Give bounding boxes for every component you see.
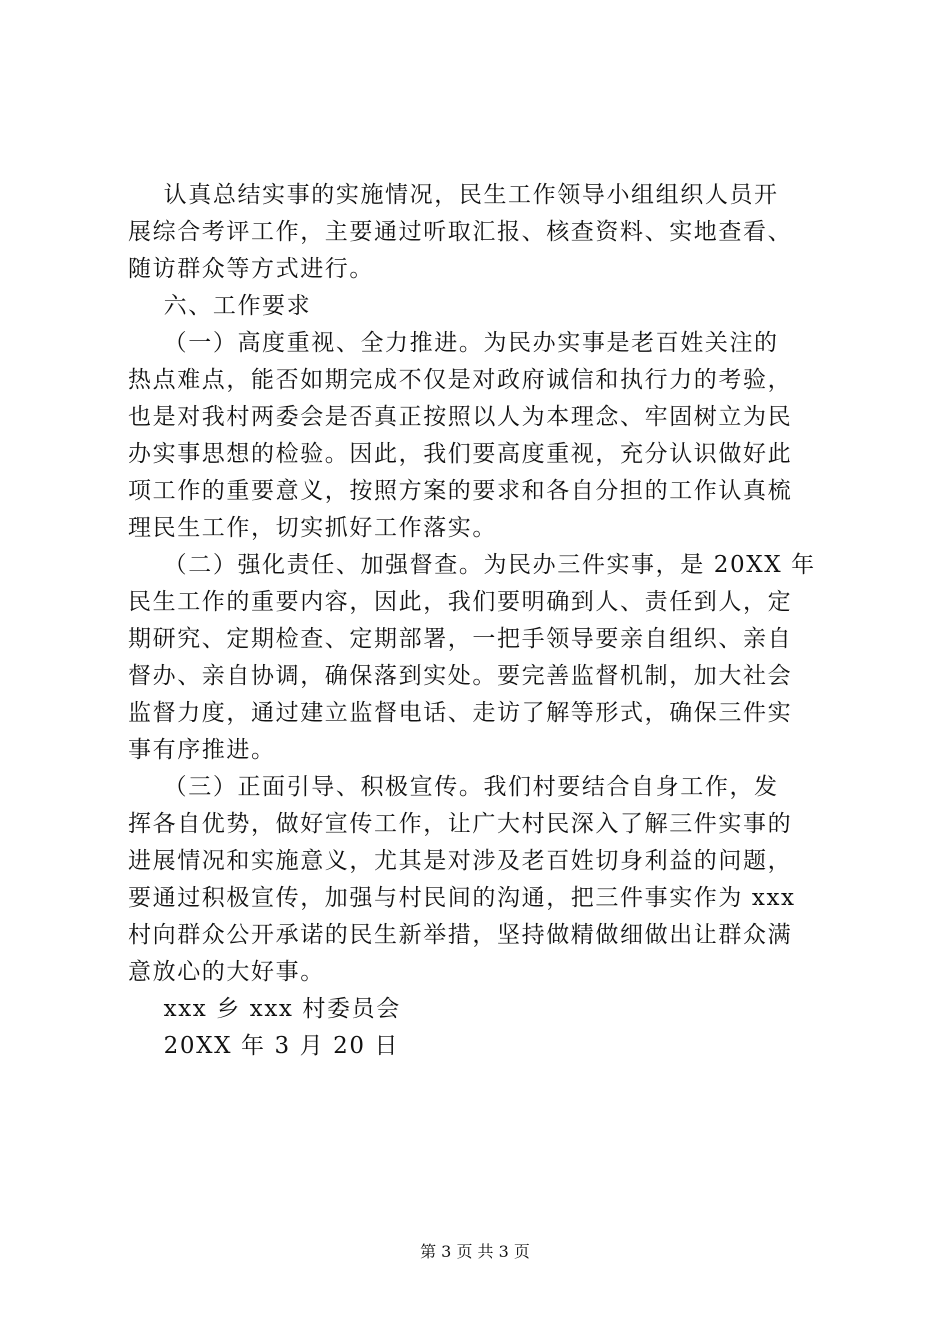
text-line: 热点难点，能否如期完成不仅是对政府诚信和执行力的考验， (128, 367, 793, 393)
text-line: 进展情况和实施意义，尤其是对涉及老百姓切身利益的问题， (128, 848, 793, 874)
text-line: 期研究、定期检查、定期部署，一把手领导要亲自组织、亲自 (128, 626, 793, 652)
text-line: 展综合考评工作，主要通过听取汇报、核查资料、实地查看、 (128, 219, 793, 245)
text-line: 意放心的大好事。 (128, 959, 325, 985)
text-line: 理民生工作，切实抓好工作落实。 (128, 515, 497, 541)
text-line: 要通过积极宣传，加强与村民间的沟通，把三件事实作为 xxx (128, 885, 796, 911)
text-line: 认真总结实事的实施情况，民生工作领导小组组织人员开 (128, 182, 779, 208)
text-line: （三）正面引导、积极宣传。我们村要结合自身工作，发 (128, 774, 779, 800)
text-line: 项工作的重要意义，按照方案的要求和各自分担的工作认真梳 (128, 478, 793, 504)
text-line: 村向群众公开承诺的民生新举措，坚持做精做细做出让群众满 (128, 922, 793, 948)
text-line: （一）高度重视、全力推进。为民办实事是老百姓关注的 (128, 330, 779, 356)
page-number-footer: 第 3 页 共 3 页 (420, 1242, 530, 1261)
text-line: 也是对我村两委会是否真正按照以人为本理念、牢固树立为民 (128, 404, 793, 430)
text-line: 民生工作的重要内容，因此，我们要明确到人、责任到人，定 (128, 589, 793, 615)
text-line: 随访群众等方式进行。 (128, 256, 374, 282)
text-line: 督办、亲自协调，确保落到实处。要完善监督机制，加大社会 (128, 663, 793, 689)
document-body (128, 177, 833, 1065)
signature-organization: xxx 乡 xxx 村委员会 (128, 996, 401, 1022)
section-heading: 六、工作要求 (128, 293, 312, 319)
text-line: （二）强化责任、加强督查。为民办三件实事，是 20XX 年 (128, 552, 816, 578)
text-line: 监督力度，通过建立监督电话、走访了解等形式，确保三件实 (128, 700, 793, 726)
text-line: 事有序推进。 (128, 737, 276, 763)
signature-date: 20XX 年 3 月 20 日 (128, 1033, 400, 1059)
text-line: 挥各自优势，做好宣传工作，让广大村民深入了解三件实事的 (128, 811, 793, 837)
text-line: 办实事思想的检验。因此，我们要高度重视，充分认识做好此 (128, 441, 793, 467)
